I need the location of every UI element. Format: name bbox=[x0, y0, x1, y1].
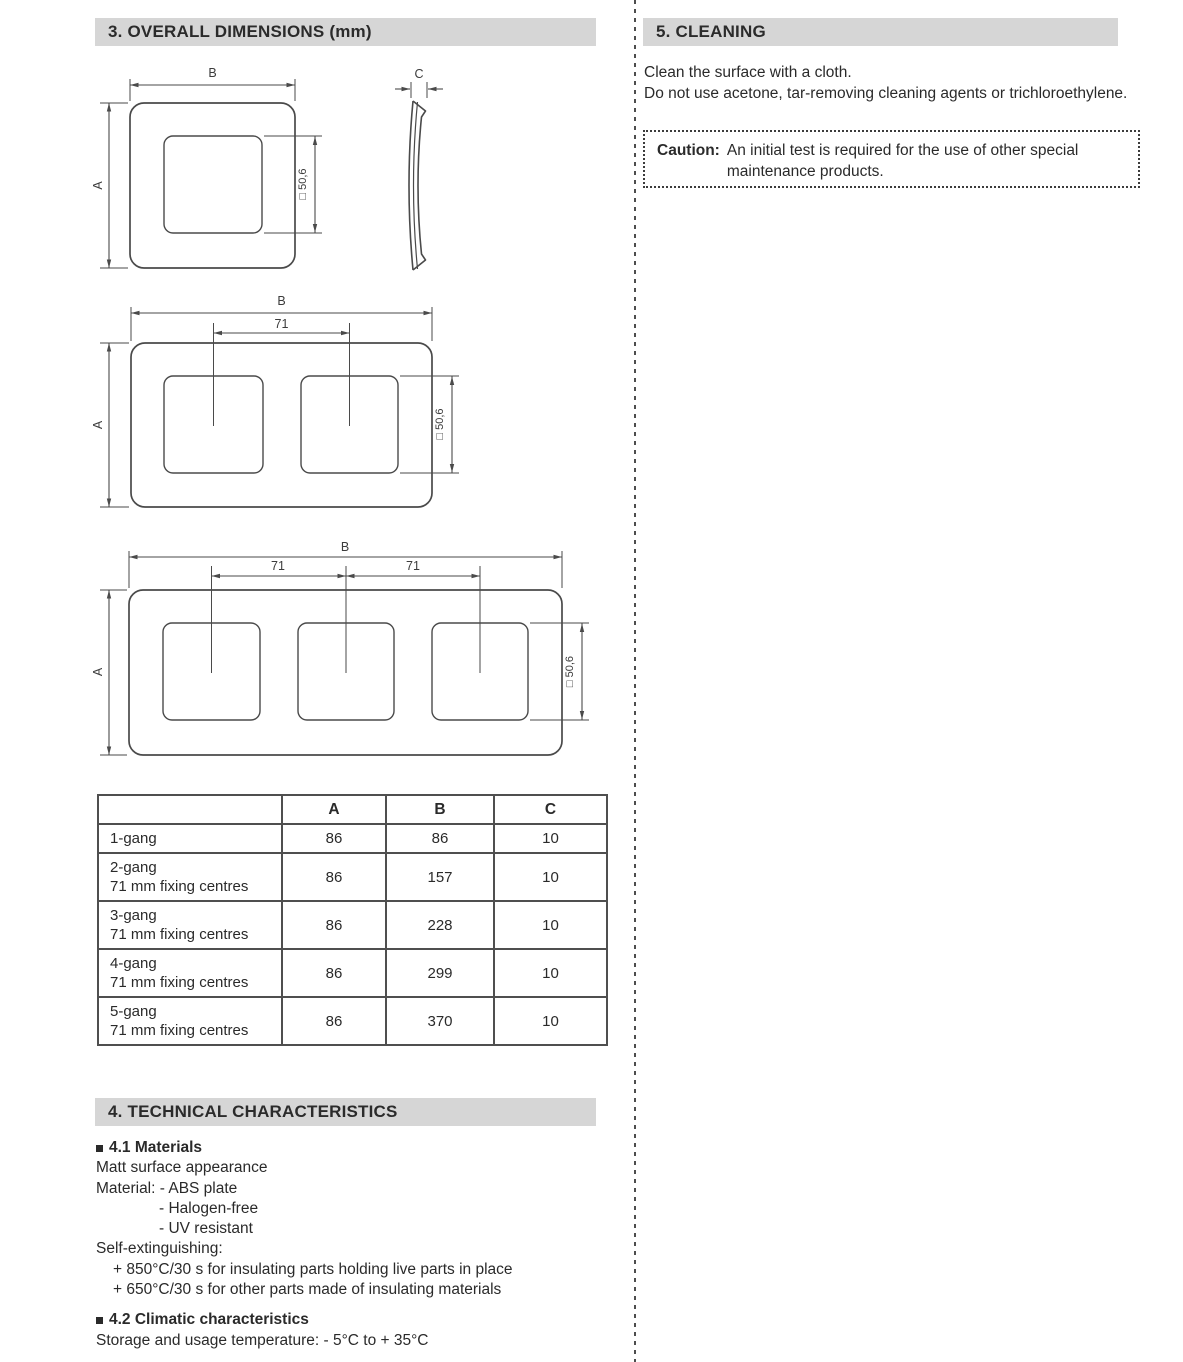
dim-label-b: B bbox=[277, 294, 286, 308]
table-row bbox=[98, 997, 607, 1045]
text-line: Storage and usage temperature: - 5°C to + 35°C bbox=[96, 1331, 429, 1349]
materials-heading: 4.1 Materials bbox=[96, 1138, 616, 1158]
cell-a: 86 bbox=[282, 997, 386, 1045]
table-row bbox=[98, 901, 607, 949]
cell-a: 86 bbox=[282, 824, 386, 853]
cell-c: 10 bbox=[494, 853, 607, 901]
text-line: - UV resistant bbox=[159, 1220, 253, 1238]
caution-text: An initial test is required for the use of other special maintenance products. bbox=[726, 142, 1079, 180]
row-label: 4-gang bbox=[110, 955, 157, 972]
plate-outline-2gang bbox=[131, 343, 432, 507]
cleaning-text bbox=[644, 62, 1154, 104]
dim-label-centres-2: 71 bbox=[406, 559, 420, 573]
text-line: Do not use acetone, tar-removing cleaning agents or trichloroethylene. bbox=[644, 85, 1128, 102]
dim-label-a: A bbox=[91, 667, 105, 677]
section-3-header bbox=[95, 18, 596, 46]
dim-label-a: A bbox=[91, 420, 105, 430]
cell-b: 86 bbox=[386, 824, 494, 853]
technical-characteristics bbox=[96, 1138, 616, 1351]
table-row bbox=[98, 824, 607, 853]
col-header-c: C bbox=[494, 795, 607, 824]
row-label: 2-gang bbox=[110, 859, 157, 876]
section-4-header bbox=[95, 1098, 596, 1126]
row-label: 5-gang bbox=[110, 1003, 157, 1020]
cell-b: 157 bbox=[386, 853, 494, 901]
plate-outline-1gang bbox=[130, 103, 295, 268]
cell-b: 228 bbox=[386, 901, 494, 949]
cell-b: 299 bbox=[386, 949, 494, 997]
dim-label-centres: 71 bbox=[274, 317, 289, 331]
col-header-a: A bbox=[282, 795, 386, 824]
row-sublabel: 71 mm fixing centres bbox=[110, 878, 249, 895]
text-line: Self-extinguishing: bbox=[96, 1240, 223, 1258]
dim-label-c: C bbox=[414, 67, 424, 81]
square-bullet-icon bbox=[96, 1317, 103, 1324]
text-line: - Halogen-free bbox=[159, 1199, 259, 1217]
cell-c: 10 bbox=[494, 949, 607, 997]
cell-c: 10 bbox=[494, 824, 607, 853]
diagram-1gang bbox=[90, 62, 460, 277]
dim-label-window: □ 50,6 bbox=[434, 408, 446, 440]
caution-label: Caution: bbox=[657, 142, 720, 159]
square-bullet-icon bbox=[96, 1145, 103, 1152]
section-4-title: 4. TECHNICAL CHARACTERISTICS bbox=[108, 1102, 398, 1121]
text-line: Material: - ABS plate bbox=[96, 1179, 238, 1197]
diagram-3gang bbox=[90, 540, 600, 768]
cell-a: 86 bbox=[282, 901, 386, 949]
table-row bbox=[98, 949, 607, 997]
dim-label-b: B bbox=[340, 540, 350, 554]
table-header-row bbox=[98, 795, 607, 824]
plate-window-1 bbox=[164, 136, 262, 233]
dim-label-window: □ 50,6 bbox=[564, 655, 576, 688]
row-label: 3-gang bbox=[110, 907, 157, 924]
text-line: Matt surface appearance bbox=[96, 1159, 268, 1177]
dim-label-centres-1: 71 bbox=[271, 559, 285, 573]
text-line: Clean the surface with a cloth. bbox=[644, 64, 852, 81]
table-corner-cell bbox=[98, 795, 282, 824]
cell-c: 10 bbox=[494, 997, 607, 1045]
dim-label-a: A bbox=[91, 181, 105, 190]
cell-c: 10 bbox=[494, 901, 607, 949]
dim-label-b: B bbox=[208, 66, 217, 80]
cell-b: 370 bbox=[386, 997, 494, 1045]
cell-a: 86 bbox=[282, 949, 386, 997]
row-sublabel: 71 mm fixing centres bbox=[110, 1022, 249, 1039]
caution-box bbox=[643, 130, 1140, 188]
dim-label-window: □ 50,6 bbox=[297, 168, 309, 200]
dimensions-table bbox=[97, 794, 608, 1046]
diagram-2gang bbox=[90, 295, 490, 517]
diagram-1gang-side bbox=[395, 82, 443, 270]
text-line: + 850°C/30 s for insulating parts holding live parts in place bbox=[113, 1260, 513, 1278]
section-5-header bbox=[643, 18, 1118, 46]
row-sublabel: 71 mm fixing centres bbox=[110, 974, 249, 991]
col-header-b: B bbox=[386, 795, 494, 824]
column-divider bbox=[634, 0, 636, 1362]
section-3-title: 3. OVERALL DIMENSIONS (mm) bbox=[108, 22, 372, 41]
row-sublabel: 71 mm fixing centres bbox=[110, 926, 249, 943]
climatic-heading: 4.2 Climatic characteristics bbox=[96, 1310, 616, 1330]
row-label: 1-gang bbox=[110, 830, 157, 847]
section-5-title: 5. CLEANING bbox=[656, 22, 766, 41]
table-row bbox=[98, 853, 607, 901]
cell-a: 86 bbox=[282, 853, 386, 901]
text-line: + 650°C/30 s for other parts made of insulating materials bbox=[113, 1281, 502, 1299]
